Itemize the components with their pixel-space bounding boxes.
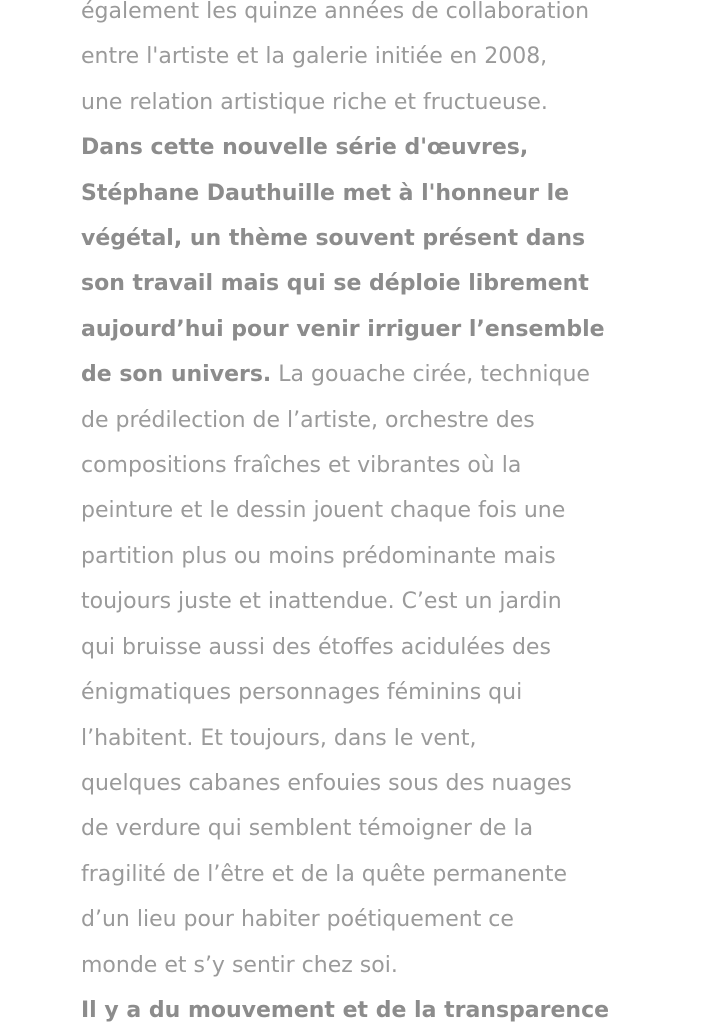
text-line: [81, 852, 641, 897]
text-line: [81, 0, 641, 34]
text-line: [81, 307, 641, 352]
text-segment: fragilité de l’être et de la quête permanente: [81, 861, 568, 887]
text-line: [81, 352, 641, 397]
bold-text-segment: aujourd’hui pour venir irriguer l’ensemble: [81, 316, 605, 342]
text-segment: de prédilection de l’artiste, orchestre des: [81, 407, 535, 433]
bold-text-segment: de son univers.: [81, 362, 272, 388]
text-segment: quelques cabanes enfouies sous des nuages: [81, 770, 572, 796]
bold-text-segment: son travail mais qui se déploie librement: [81, 271, 589, 297]
text-line: [81, 261, 641, 306]
text-segment: toujours juste et inattendue. C’est un jardin: [81, 589, 562, 615]
text-segment: La gouache cirée, technique: [271, 362, 590, 388]
text-line: [81, 625, 641, 670]
text-line: [81, 988, 641, 1033]
text-line: [81, 34, 641, 79]
text-segment: également les quinze années de collaboration: [81, 0, 590, 24]
text-line: [81, 80, 641, 125]
text-line: [81, 488, 641, 533]
text-line: [81, 716, 641, 761]
text-line: [81, 943, 641, 988]
text-line: [81, 398, 641, 443]
text-line: [81, 171, 641, 216]
text-segment: peinture et le dessin jouent chaque fois une: [81, 498, 566, 524]
text-segment: une relation artistique riche et fructueuse.: [81, 89, 548, 115]
text-segment: partition plus ou moins prédominante mais: [81, 543, 556, 569]
text-segment: de verdure qui semblent témoigner de la: [81, 816, 534, 842]
text-segment: d’un lieu pour habiter poétiquement ce: [81, 907, 514, 933]
text-segment: monde et s’y sentir chez soi.: [81, 952, 398, 978]
text-segment: qui bruisse aussi des étoffes acidulées des: [81, 634, 551, 660]
text-segment: entre l'artiste et la galerie initiée en 2008,: [81, 44, 548, 70]
bold-text-segment: Dans cette nouvelle série d'œuvres,: [81, 135, 529, 161]
text-segment: l’habitent. Et toujours, dans le vent,: [81, 725, 477, 751]
text-line: [81, 806, 641, 851]
text-line: [81, 579, 641, 624]
article-body: [81, 0, 641, 1033]
text-line: [81, 670, 641, 715]
text-line: [81, 125, 641, 170]
bold-text-segment: Il y a du mouvement et de la transparence: [81, 997, 610, 1023]
bold-text-segment: Stéphane Dauthuille met à l'honneur le: [81, 180, 570, 206]
text-line: [81, 761, 641, 806]
bold-text-segment: végétal, un thème souvent présent dans: [81, 226, 586, 252]
text-line: [81, 534, 641, 579]
text-segment: compositions fraîches et vibrantes où la: [81, 453, 522, 479]
article-paragraph: [81, 0, 641, 1033]
text-line: [81, 216, 641, 261]
text-line: [81, 897, 641, 942]
text-line: [81, 443, 641, 488]
text-segment: énigmatiques personnages féminins qui: [81, 680, 523, 706]
